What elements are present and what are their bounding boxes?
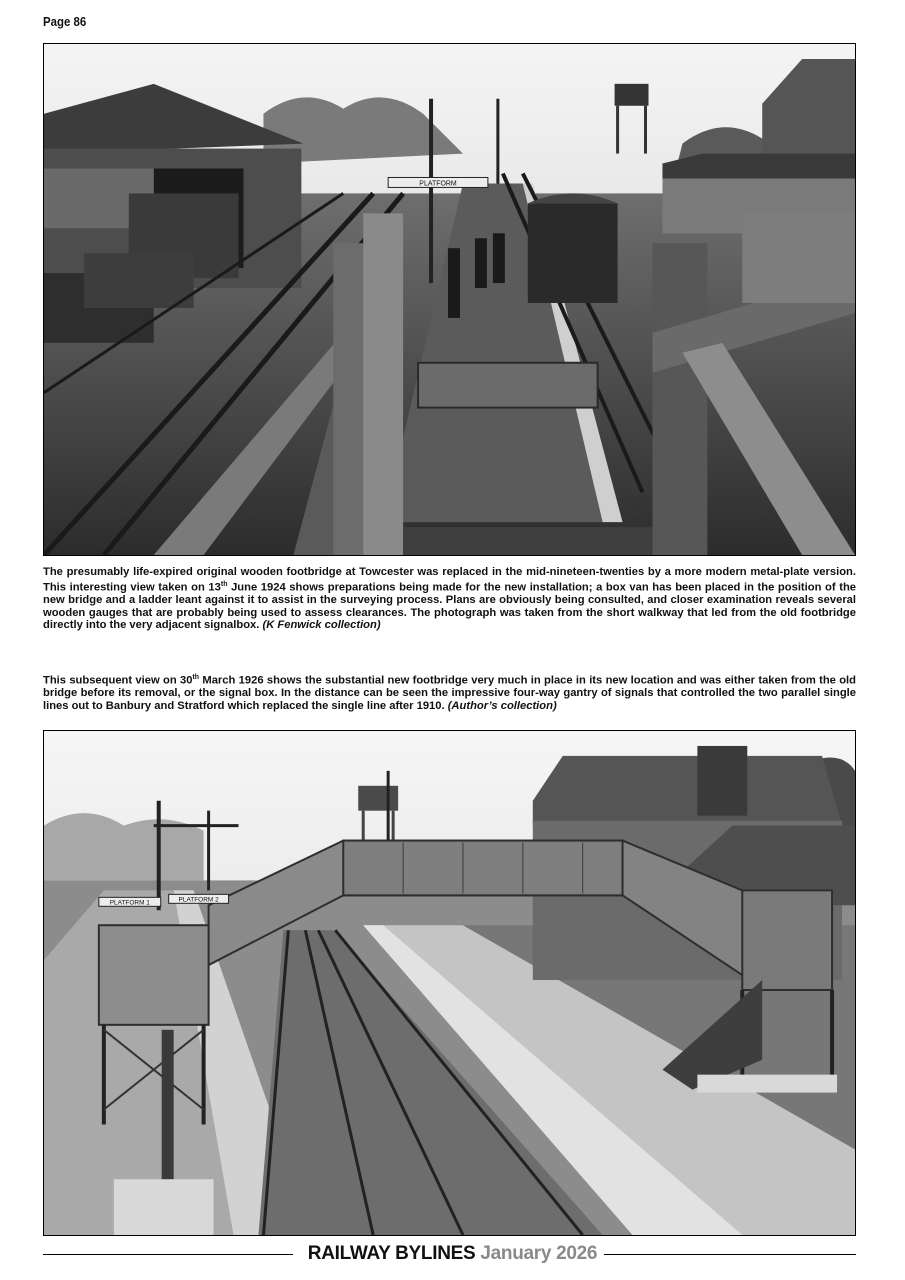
caption-photo-1 [43,566,856,632]
photo1-platform-sign: PLATFORM [419,180,457,188]
page-number: Page 86 [43,14,87,29]
caption1-text-a: The presumably life-expired original wooden footbridge at Towcester was replaced in the mid-nineteen-twenties by a more modern metal-plate version. This interesting view taken on 13 [43,566,856,594]
caption2-text-a: This subsequent view on 30 [43,674,193,687]
footer [0,1243,905,1265]
footer-magazine-title: RAILWAY BYLINES [307,1243,476,1264]
photo-wooden-footbridge [43,43,856,556]
footer-issue-date: January 2026 [480,1243,598,1264]
caption2-sup: th [192,674,200,681]
caption2-text-b: March 1926 shows the substantial new footbridge very much in place in its new location and was either taken from the old bridge before its removal, or the signal box. In the distance can be seen the impressive four-way gantry of signals that controlled the two parallel single lines out to Banbury and Stratford which replaced the single line after 1910. [43,674,856,712]
caption-photo-2 [43,672,856,713]
caption1-sup: th [220,580,228,588]
caption2-credit: (Author’s collection) [447,699,557,712]
photo2-sign-platform-2: PLATFORM 2 [178,896,219,904]
photo-steel-footbridge [43,730,856,1236]
photo-1-illustration [44,44,855,555]
caption1-text-b: June 1924 shows preparations being made for the new installation; a box van has been placed in the position of the new bridge and a ladder leant against it to assist in the surveying process. Plans are obviously being consulted, and closer examination reveals several wooden gauges that are probably being used to assess clearances. The photograph was taken from the short walkway that led from the old footbridge directly into the very adjacent signalbox. [43,581,857,632]
photo2-sign-platform-1: PLATFORM 1 [109,899,150,907]
photo-2-illustration [44,731,855,1235]
caption1-credit: (K Fenwick collection) [262,619,381,632]
